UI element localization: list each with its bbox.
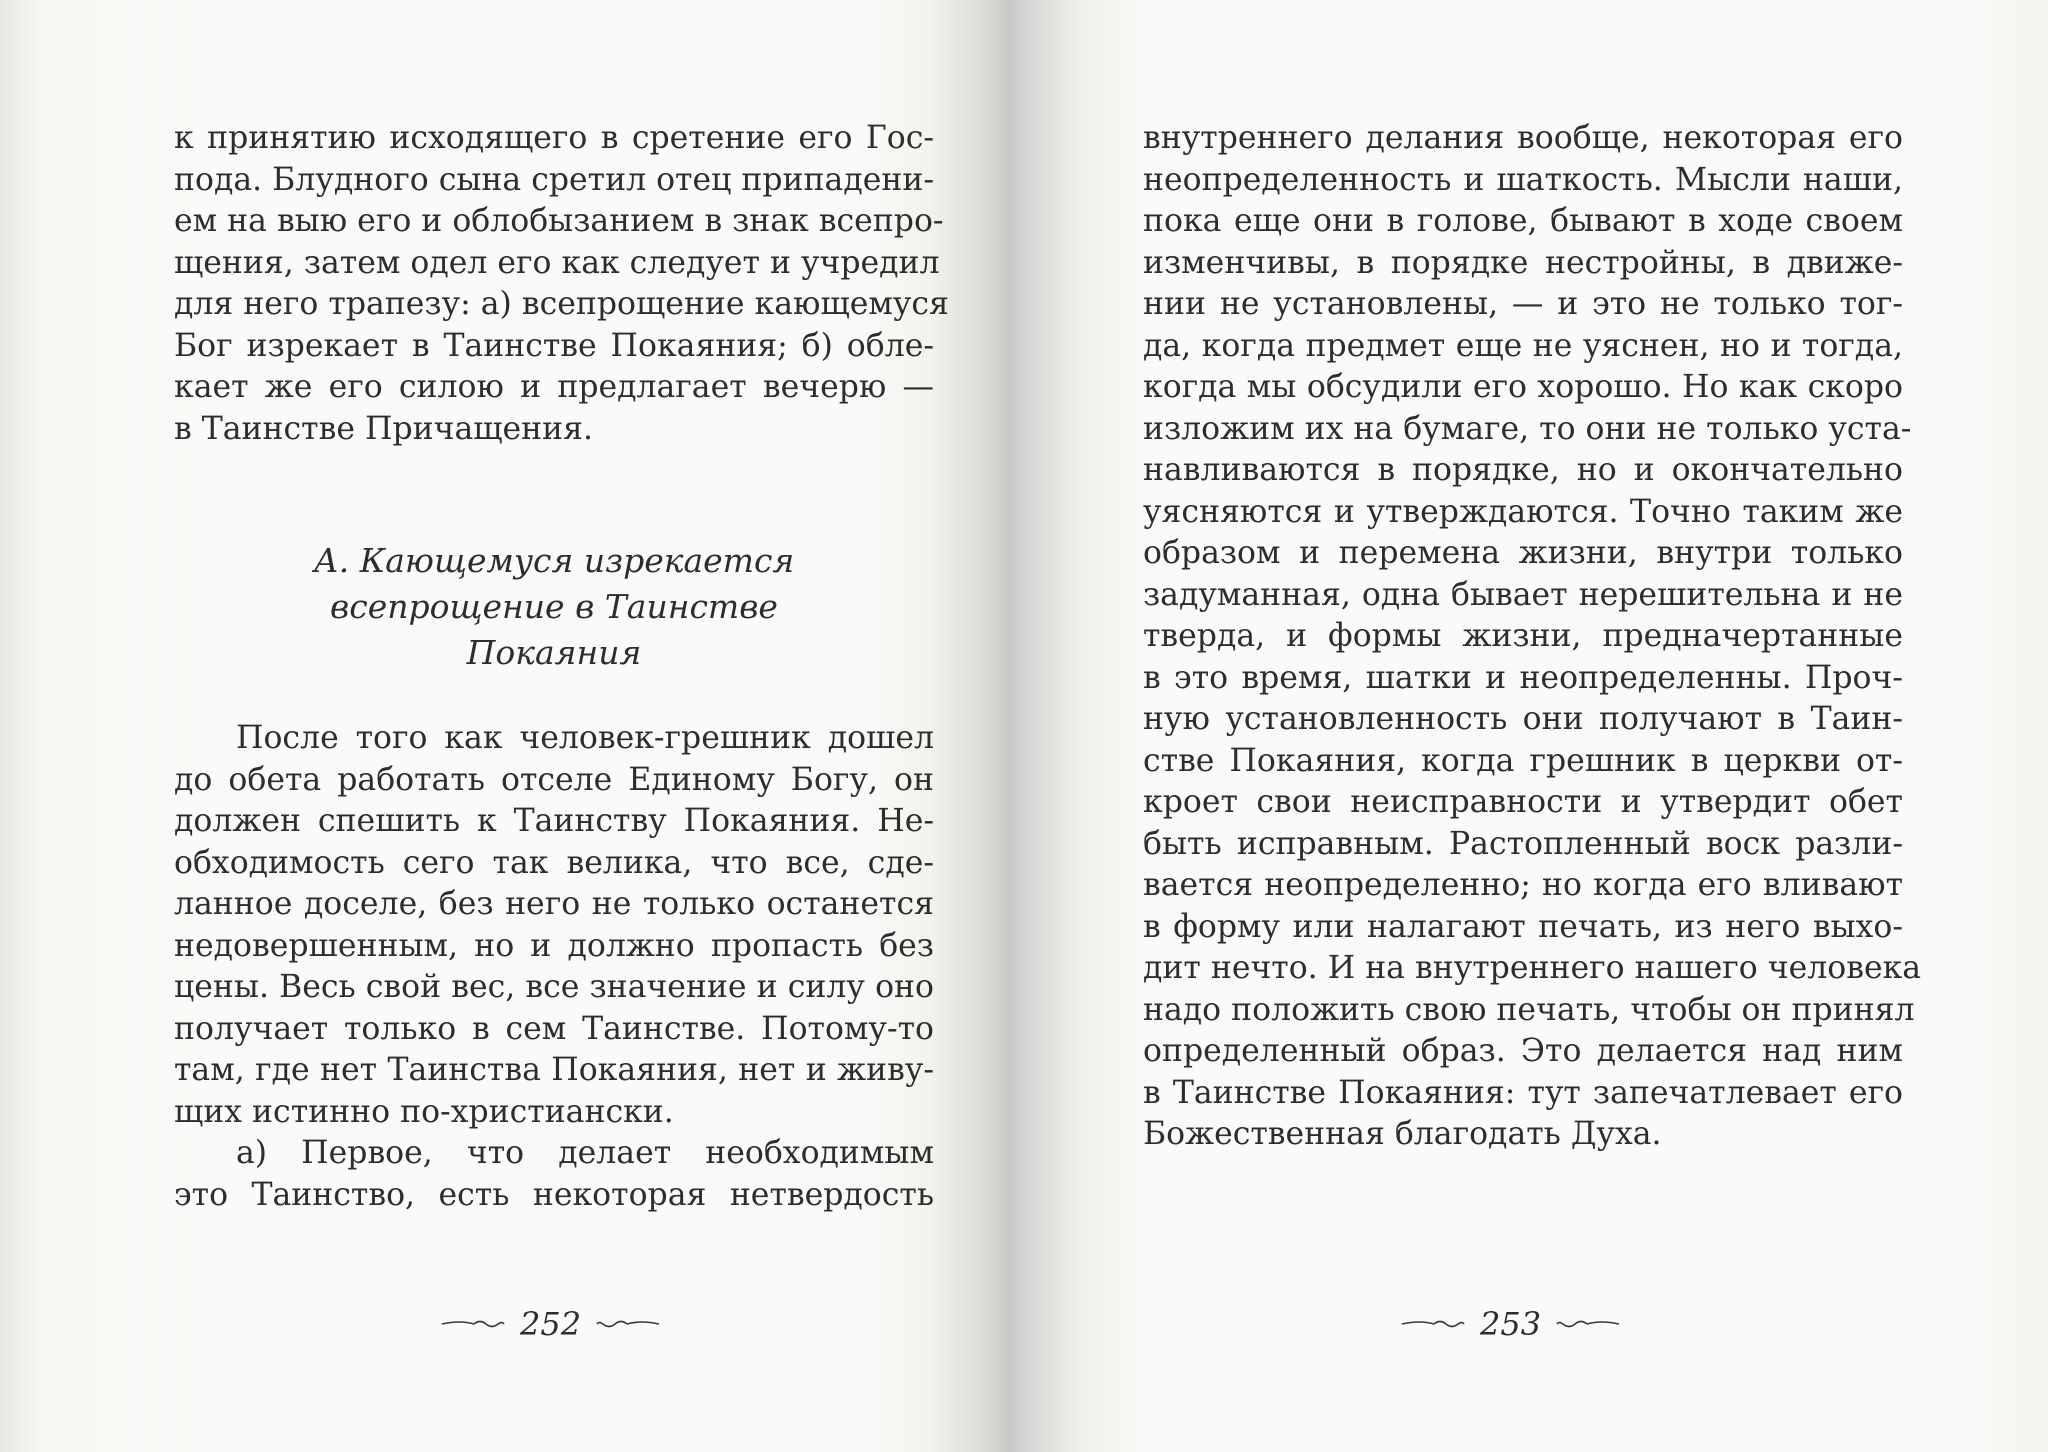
ornament-icon <box>1555 1317 1621 1331</box>
ornament-icon <box>1400 1317 1466 1331</box>
page-number-right <box>1400 1305 1621 1343</box>
text-line: внутреннего делания вообще, некоторая его <box>1143 120 1903 156</box>
text-line: быть исправным. Растопленный воск разли- <box>1143 825 1903 862</box>
text-line: к принятию исходящего в сретение его Гос- <box>174 120 934 156</box>
text-line: изложим их на бумаге, то они не только уста- <box>1143 410 1912 447</box>
text-line: кроет свои неисправности и утвердит обет <box>1143 784 1903 820</box>
section-heading <box>174 538 934 676</box>
text-line: ем на выю его и облобызанием в знак всепро- <box>174 203 944 239</box>
text-line: ланное доселе, без него не только останется <box>174 886 934 922</box>
text-line: неопределенность и шаткость. Мысли наши, <box>1143 161 1903 198</box>
text-line: уясняются и утверждаются. Точно таким же <box>1143 493 1903 530</box>
text-line: в Таинстве Покаяния: тут запечатлевает его <box>1143 1074 1903 1111</box>
text-line: щения, затем одел его как следует и учредил <box>174 244 940 281</box>
text-line: дит нечто. И на внутреннего нашего человека <box>1143 950 1922 986</box>
text-line: Божественная благодать Духа. <box>1143 1116 1662 1152</box>
text-line: ную установленность они получают в Таин- <box>1143 701 1903 737</box>
text-line: а) Первое, что делает необходимым <box>236 1135 934 1171</box>
text-line: навливаются в порядке, но и окончательно <box>1143 452 1903 488</box>
right-page-text <box>1143 118 1922 1156</box>
heading-line: всепрощение в Таинстве <box>330 587 778 626</box>
text-line: пода. Блудного сына сретил отец припадени- <box>174 161 934 198</box>
text-line: это Таинство, есть некоторая нетвердость <box>174 1176 934 1213</box>
text-line: в это время, шатки и неопределенны. Проч- <box>1143 659 1903 696</box>
text-line: Бог изрекает в Таинстве Покаяния; б) обле- <box>174 327 934 364</box>
left-page-para1 <box>174 118 949 450</box>
ornament-icon <box>440 1317 506 1331</box>
text-line: определенный образ. Это делается над ним <box>1143 1033 1903 1069</box>
text-line: изменчивы, в порядке нестройны, в движе- <box>1143 244 1903 281</box>
text-line: обходимость сего так велика, что все, сде- <box>174 844 934 881</box>
page-number: 252 <box>520 1305 582 1343</box>
heading-line: Покаяния <box>466 633 642 672</box>
text-line: кает же его силою и предлагает вечерю — <box>174 369 934 405</box>
text-line: образом и перемена жизни, внутри только <box>1143 535 1903 571</box>
page-number-left <box>440 1305 661 1343</box>
text-line: получает только в сем Таинстве. Потому-то <box>174 1010 934 1047</box>
text-line: в Таинстве Причащения. <box>174 410 594 447</box>
text-line: для него трапезу: а) всепрощение кающемуся <box>174 286 949 322</box>
text-line: да, когда предмет еще не уяснен, но и тогда, <box>1143 327 1903 364</box>
text-line: там, где нет Таинства Покаяния, нет и живу- <box>174 1052 934 1088</box>
heading-line: А. Кающемуся изрекается <box>313 541 795 580</box>
text-line: цены. Весь свой вес, все значение и силу оно <box>174 969 934 1005</box>
left-page-para2 <box>174 718 934 1216</box>
text-line: когда мы обсудили его хорошо. Но как скоро <box>1143 369 1903 405</box>
text-line: в форму или налагают печать, из него выхо- <box>1143 908 1903 945</box>
text-line: недовершенным, но и должно пропасть без <box>174 927 934 964</box>
text-line: вается неопределенно; но когда его вливают <box>1143 867 1903 903</box>
text-line: надо положить свою печать, чтобы он принял <box>1143 991 1915 1028</box>
text-line: стве Покаяния, когда грешник в церкви от- <box>1143 742 1903 779</box>
text-line: до обета работать отселе Единому Богу, он <box>174 761 934 798</box>
text-line: После того как человек-грешник дошел <box>236 720 934 756</box>
text-line: щих истинно по-христиански. <box>174 1093 674 1130</box>
text-line: нии не установлены, — и это не только тог- <box>1143 286 1903 322</box>
text-line: пока еще они в голове, бывают в ходе своем <box>1143 203 1903 239</box>
text-line: тверда, и формы жизни, предначертанные <box>1143 618 1903 654</box>
text-line: должен спешить к Таинству Покаяния. Не- <box>174 803 934 839</box>
page-number: 253 <box>1480 1305 1542 1343</box>
text-line: задуманная, одна бывает нерешительна и не <box>1143 576 1903 613</box>
ornament-icon <box>595 1317 661 1331</box>
